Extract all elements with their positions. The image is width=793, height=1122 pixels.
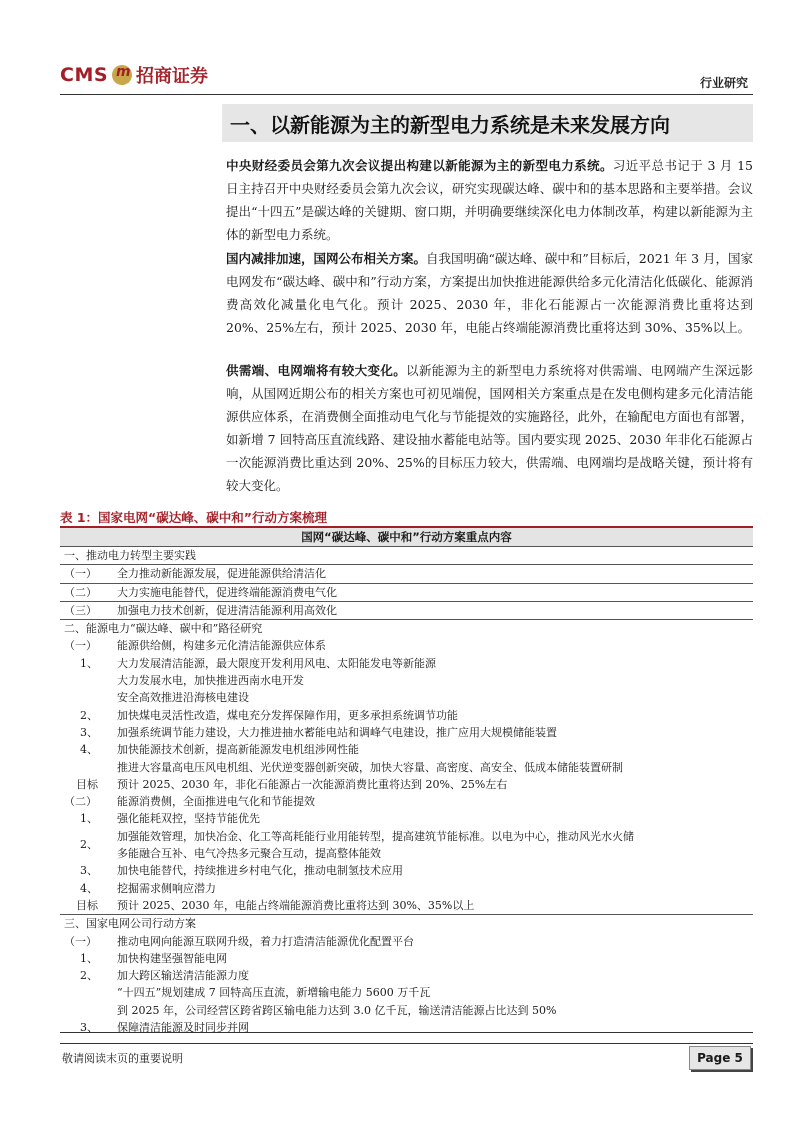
- paragraph-3: [226, 359, 753, 497]
- table-row-label: 三、国家电网公司行动方案: [64, 917, 196, 931]
- table-row-text: 到 2025 年，公司经营区跨省跨区输电能力达到 3.0 亿千瓦，输送清洁能源占比达到 50%: [117, 1003, 557, 1017]
- table-row: [60, 914, 753, 932]
- table-row: [60, 828, 753, 863]
- section-heading: [222, 104, 753, 142]
- paragraph-lead: 中央财经委员会第九次会议提出构建以新能源为主的新型电力系统。: [226, 158, 613, 173]
- table-row-label: 2、: [80, 708, 98, 722]
- table-row-label: （一）: [64, 567, 97, 581]
- table-row-label: 目标: [76, 898, 98, 912]
- table-row: [60, 810, 753, 827]
- table-row-text: 大力发展清洁能源，最大限度开发利用风电、太阳能发电等新能源: [117, 656, 436, 670]
- table-row: [60, 655, 753, 672]
- table-row-text: 预计 2025、2030 年，非化石能源占一次能源消费比重将达到 20%、25%左右: [117, 777, 508, 791]
- table-row-label: 2、: [80, 838, 98, 852]
- table-row: [60, 967, 753, 984]
- logo-chinese-text: 招商证券: [136, 66, 209, 87]
- logo-cms-text: CMS: [60, 64, 109, 86]
- table-row-label: 4、: [80, 743, 98, 757]
- table-row-label: 1、: [80, 951, 98, 965]
- table-row-label: 3、: [80, 725, 98, 739]
- table-row: [60, 689, 753, 706]
- table-row-label: 二、能源电力“碳达峰、碳中和”路径研究: [64, 622, 263, 636]
- table-row: [60, 984, 753, 1001]
- table-row-text: 挖掘需求侧响应潜力: [117, 881, 216, 895]
- table-row: [60, 950, 753, 967]
- table-row-label: （一）: [64, 934, 97, 948]
- table-row: [60, 793, 753, 810]
- table-row-label: （一）: [64, 639, 97, 653]
- table-row: [60, 637, 753, 654]
- table-row-text: 能源供给侧，构建多元化清洁能源供应体系: [117, 639, 326, 653]
- report-type: 行业研究: [699, 76, 748, 90]
- table-row-label: （二）: [64, 585, 97, 599]
- table-header: 国网“碳达峰、碳中和”行动方案重点内容: [60, 528, 753, 547]
- table-row-text: 加大跨区输送清洁能源力度: [117, 969, 249, 983]
- page-number: Page 5: [689, 1046, 751, 1070]
- table-row: [60, 1019, 753, 1036]
- table-row-label: 4、: [80, 881, 98, 895]
- table-row-label: 目标: [76, 777, 98, 791]
- table-row-text: “十四五”规划建成 7 回特高压直流，新增输电能力 5600 万千瓦: [117, 986, 431, 1000]
- table-row-label: 1、: [80, 812, 98, 826]
- header-divider: [60, 94, 753, 95]
- table-row-text: 加快电能替代，持续推进乡村电气化，推动电制氢技术应用: [117, 864, 403, 878]
- section-heading-text: 一、以新能源为主的新型电力系统是未来发展方向: [230, 113, 670, 137]
- company-logo: [60, 60, 208, 90]
- paragraph-lead: 国内减排加速，国网公布相关方案。: [226, 251, 427, 266]
- paragraph-2: [226, 247, 753, 339]
- table-row-text: 加快能源技术创新，提高新能源发电机组涉网性能: [117, 743, 359, 757]
- table-row: [60, 707, 753, 724]
- table-row-text: 大力实施电能替代，促进终端能源消费电气化: [117, 585, 337, 599]
- footer-divider: [60, 1043, 753, 1044]
- paragraph-body: 以新能源为主的新型电力系统将对供需端、电网端产生深远影响，从国网近期公布的相关方案也可初见端倪，国网相关方案重点是在发电侧构建多元化清洁能源供应体系，在消费侧全面推动电气化与节能提效的实施路径，此外，在输配电方面也有部署，如新增 7 回特高压直流线路、建设抽水蓄能电站等。国内要实现 2025、2030 年非化石能源占一次能源消费比重达到 20%、25%的目标压力较大，供需端、电网端均是战略关键，预计将有较大变化。: [226, 363, 753, 493]
- table-row-text: 加强电力技术创新，促进清洁能源利用高效化: [117, 603, 337, 617]
- table-body: [60, 547, 753, 1036]
- table-row: [60, 897, 753, 914]
- table-row-text: 加快构建坚强智能电网: [117, 951, 227, 965]
- table-row: [60, 601, 753, 619]
- table-row-text: 强化能耗双控，坚持节能优先: [117, 812, 260, 826]
- table-row: [60, 759, 753, 776]
- table-row-text: 加强能效管理，加快冶金、化工等高耗能行业用能转型，提高建筑节能标准。以电为中心，推动风光水火储: [117, 829, 634, 843]
- paragraph-body: 自我国明确“碳达峰、碳中和”目标后，2021 年 3 月，国家电网发布“碳达峰、碳中和”行动方案，方案提出加快推进能源供给多元化清洁化低碳化、能源消费高效化减量化电气化。预计 2025、2030 年，非化石能源占一次能源消费比重将达到 20%、25%左右，预计 2025、2030 年，电能占终端能源消费比重将达到 30%、35%以上。: [226, 251, 753, 335]
- table-caption: 表 1：国家电网“碳达峰、碳中和”行动方案梳理: [60, 510, 327, 525]
- table-row-text-continued: 多能融合互补、电气冷热多元聚合互动，提高整体能效: [117, 847, 381, 861]
- table-row-text: 预计 2025、2030 年，电能占终端能源消费比重将达到 30%、35%以上: [117, 898, 475, 912]
- table-row-text: 推进大容量高电压风电机组、光伏逆变器创新突破，加快大容量、高密度、高安全、低成本储能装置研制: [117, 760, 623, 774]
- logo-emblem-icon: [112, 65, 132, 85]
- table-row: [60, 880, 753, 897]
- table-row-label: 2、: [80, 969, 98, 983]
- table-row-text: 保障清洁能源及时同步并网: [117, 1021, 249, 1035]
- paragraph-lead: 供需端、电网端将有较大变化。: [226, 363, 407, 378]
- table-row-text: 能源消费侧，全面推进电气化和节能提效: [117, 795, 315, 809]
- table-row: [60, 619, 753, 637]
- table-row: [60, 583, 753, 601]
- table-row: [60, 672, 753, 689]
- table-row-text: 大力发展水电，加快推进西南水电开发: [117, 674, 304, 688]
- table-row: [60, 741, 753, 758]
- paragraph-1: [226, 154, 753, 246]
- table-row: [60, 724, 753, 741]
- table-row: [60, 862, 753, 879]
- table-row-text: 安全高效推进沿海核电建设: [117, 691, 249, 705]
- table-row: [60, 933, 753, 950]
- table-row-text: 推动电网向能源互联网升级，着力打造清洁能源优化配置平台: [117, 934, 414, 948]
- table-row: [60, 564, 753, 582]
- table-row-text: 全力推动新能源发展，促进能源供给清洁化: [117, 567, 326, 581]
- table-row: [60, 547, 753, 564]
- table-row-label: （二）: [64, 795, 97, 809]
- footer-disclaimer: 敬请阅读末页的重要说明: [62, 1052, 183, 1065]
- table-bottom-rule: [60, 1032, 753, 1033]
- table-row-label: 1、: [80, 656, 98, 670]
- paragraph-body: 习近平总书记于 3 月 15 日主持召开中央财经委员会第九次会议，研究实现碳达峰、碳中和的基本思路和主要举措。会议提出“十四五”是碳达峰的关键期、窗口期，并明确要继续深化电力体制改革，构建以新能源为主体的新型电力系统。: [226, 158, 753, 242]
- table-row-label: （三）: [64, 603, 97, 617]
- table-row-label: 一、推动电力转型主要实践: [64, 549, 196, 562]
- table-row-label: 3、: [80, 1021, 98, 1035]
- table-row-text: 加强系统调节能力建设，大力推进抽水蓄能电站和调峰气电建设，推广应用大规模储能装置: [117, 725, 557, 739]
- table-row: [60, 776, 753, 793]
- table-row-text: 加快煤电灵活性改造，煤电充分发挥保障作用，更多承担系统调节功能: [117, 708, 458, 722]
- table-row: [60, 1002, 753, 1019]
- table-row-label: 3、: [80, 864, 98, 878]
